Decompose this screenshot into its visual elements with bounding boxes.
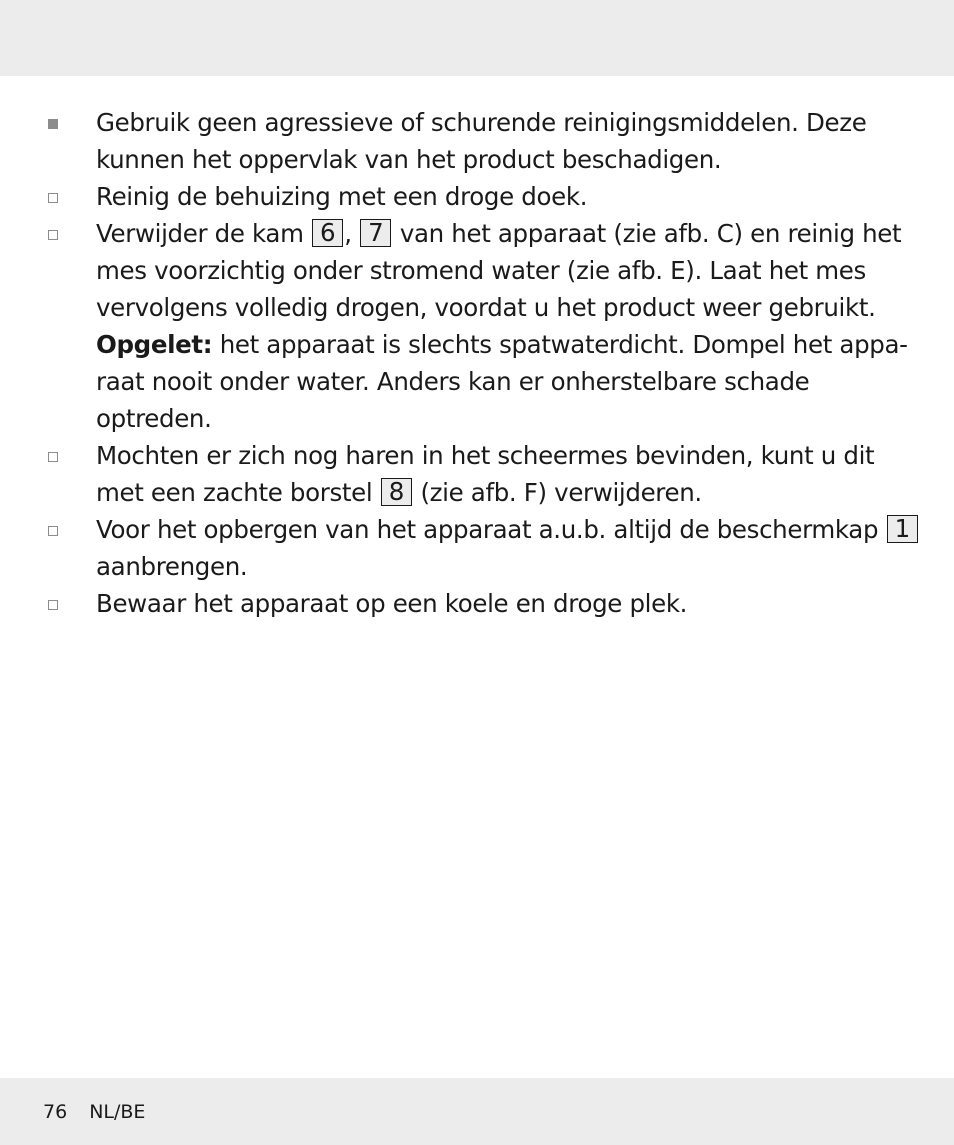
page-number: 76 bbox=[43, 1101, 68, 1123]
part-reference-badge: 8 bbox=[381, 478, 412, 506]
hollow-square-bullet-icon bbox=[48, 230, 58, 240]
item-text: Voor het opbergen van het apparaat a.u.b. altijd de beschermkap bbox=[96, 515, 886, 544]
hollow-square-bullet-icon bbox=[48, 193, 58, 203]
item-text: (zie afb. F) verwijderen. bbox=[413, 478, 702, 507]
item-text: Mochten er zich nog haren in het scheermes bevinden, kunt u dit met een zachte borstel bbox=[96, 441, 875, 507]
warning-label: Opgelet: bbox=[96, 330, 213, 359]
item-text: aanbrengen. bbox=[96, 552, 248, 581]
cleaning-instructions-list bbox=[0, 104, 954, 622]
hollow-square-bullet-icon bbox=[48, 452, 58, 462]
list-item bbox=[0, 585, 954, 622]
hollow-square-bullet-icon bbox=[48, 526, 58, 536]
list-item bbox=[0, 437, 954, 511]
header-band bbox=[0, 0, 954, 76]
list-item bbox=[0, 215, 954, 437]
item-text: Gebruik geen agressieve of schurende reinigingsmiddelen. Deze kunnen het oppervlak van het product beschadigen. bbox=[96, 108, 867, 174]
hollow-square-bullet-icon bbox=[48, 600, 58, 610]
item-text: Bewaar het apparaat op een koele en droge plek. bbox=[96, 589, 688, 618]
item-text: Reinig de behuizing met een droge doek. bbox=[96, 182, 588, 211]
part-reference-badge: 1 bbox=[887, 515, 918, 543]
list-item bbox=[0, 104, 954, 178]
warning-text: het apparaat is slechts spatwaterdicht. Dompel het apparaat nooit onder water. Anders kan er onherstelbare schade optreden. bbox=[96, 330, 908, 433]
language-code: NL/BE bbox=[89, 1101, 146, 1123]
item-text: Verwijder de kam bbox=[96, 219, 312, 248]
list-item bbox=[0, 511, 954, 585]
part-reference-badge: 7 bbox=[360, 219, 391, 247]
part-reference-badge: 6 bbox=[312, 219, 343, 247]
page-footer bbox=[43, 1100, 145, 1124]
list-item bbox=[0, 178, 954, 215]
filled-square-bullet-icon bbox=[48, 119, 58, 129]
item-text: van het apparaat (zie afb. C) en reinig het mes voorzichtig onder stromend water (zie afb. E). Laat het mes vervolgens volledig drogen, voordat u het product weer gebruikt. bbox=[96, 219, 902, 322]
separator: , bbox=[344, 219, 360, 248]
